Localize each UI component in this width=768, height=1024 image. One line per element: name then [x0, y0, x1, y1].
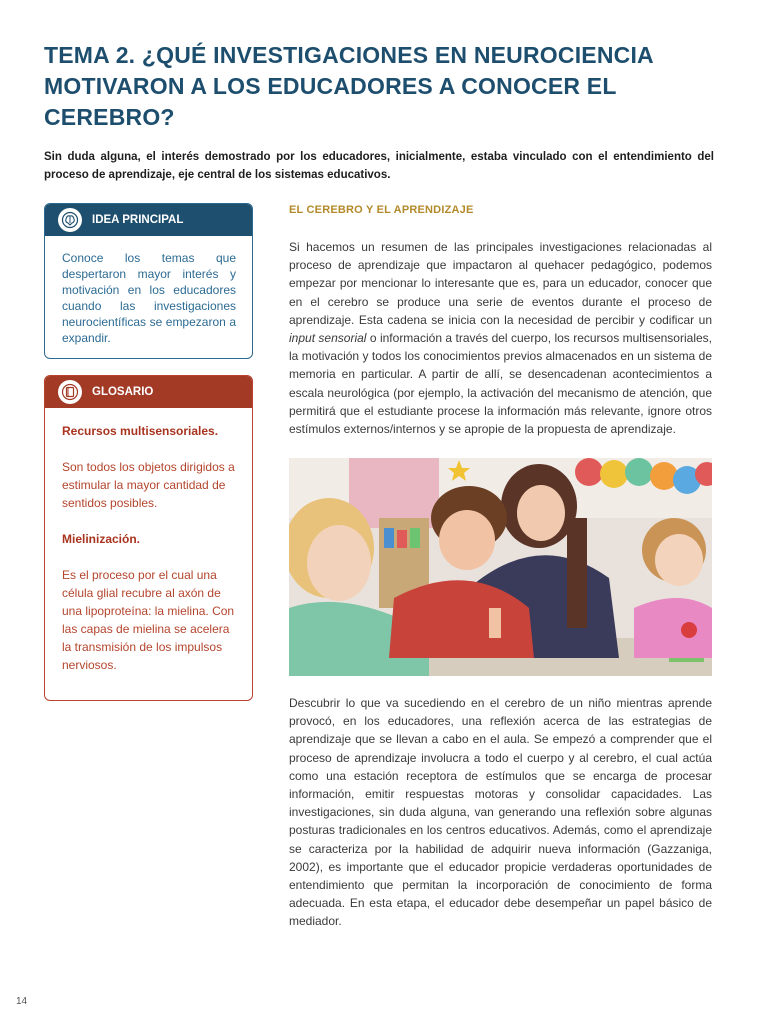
glossary-term: Recursos multisensoriales.: [62, 424, 219, 438]
paragraph-text: Si hacemos un resumen de las principales investigaciones relacionadas al proceso de aprendizaje que impactaron al quehacer pedagógico, podemos empezar por mencionar lo interesante que es, para un educador, conocer que en el cerebro se produce una serie de eventos durante el proceso de aprendizaje. Esta cadena se inicia con la necesidad de percibir y codificar un: [289, 240, 712, 327]
idea-principal-header: [45, 204, 252, 236]
idea-principal-box: [44, 203, 253, 359]
glosario-heading: GLOSARIO: [92, 386, 154, 398]
page-title: TEMA 2. ¿QUÉ INVESTIGACIONES EN NEUROCIENCIA MOTIVARON A LOS EDUCADORES A CONOCER EL CEREBRO?: [44, 42, 653, 130]
lead-paragraph: Sin duda alguna, el interés demostrado por los educadores, inicialmente, estaba vinculado con el entendimiento del proceso de aprendizaje, eje central de los sistemas educativos.: [44, 151, 714, 181]
glosario-body: [45, 408, 252, 674]
italic-term: input sensorial: [289, 331, 367, 346]
brain-icon: [58, 208, 82, 232]
glossary-term: Mielinización.: [62, 532, 141, 546]
page-number: 14: [16, 996, 28, 1007]
glosario-box: [44, 375, 253, 701]
classroom-photo: [289, 458, 712, 676]
body-paragraph-2: Descubrir lo que va sucediendo en el cerebro de un niño mientras aprende provocó, en los educadores, una reflexión acerca de las estrategias de aprendizaje que se llevan a cabo en el aula. Se empezó a comprender que el proceso de aprendizaje involucra a todo el cuerpo y al cerebro, el cual actúa como una estación receptora de estímulos que se encarga de procesar información, emitir respuestas motoras y consolidar capacidades. Las investigaciones, sin duda alguna, van generando una reflexión sobre algunas posturas tradicionales en los centros educativos. Además, como el aprendizaje se caracteriza por la habilidad de adquirir nueva información (Gazzaniga, 2002), es importante que el educador propicie verdaderas oportunidades de entendimiento que permitan la incorporación de conocimiento de forma adecuada. En esta etapa, el educador debe desempeñar un papel básico de mediador.: [289, 696, 712, 929]
glossary-definition: Es el proceso por el cual una célula glial recubre al axón de una lipoproteína: la mielina. Con las capas de mielina se acelera la transmisión de los impulsos nerviosos.: [62, 568, 235, 672]
glosario-header: [45, 376, 252, 408]
body-paragraph-1: [289, 238, 712, 438]
section-heading: EL CEREBRO Y EL APRENDIZAJE: [289, 204, 474, 216]
glossary-definition: Son todos los objetos dirigidos a estimular la mayor cantidad de sentidos posibles.: [62, 460, 235, 510]
idea-principal-heading: IDEA PRINCIPAL: [92, 214, 184, 226]
book-icon: [58, 380, 82, 404]
paragraph-text: o información a través del cuerpo, los recursos multisensoriales, la motivación y todos los conocimientos previos almacenados en un sistema de memoria en particular. A partir de allí, se desencadenan acontecimientos a escala neurológica (por ejemplo, la activación del mecanismo de atención, que permitirá que el estudiante procese la información más relevante, ignore otros estímulos externos/internos y se apropie de la propuesta de aprendizaje.: [289, 331, 712, 437]
idea-principal-text: Conoce los temas que despertaron mayor interés y motivación en los educadores cuando las investigaciones neurocientíficas se empezaron a expandir.: [62, 251, 236, 345]
